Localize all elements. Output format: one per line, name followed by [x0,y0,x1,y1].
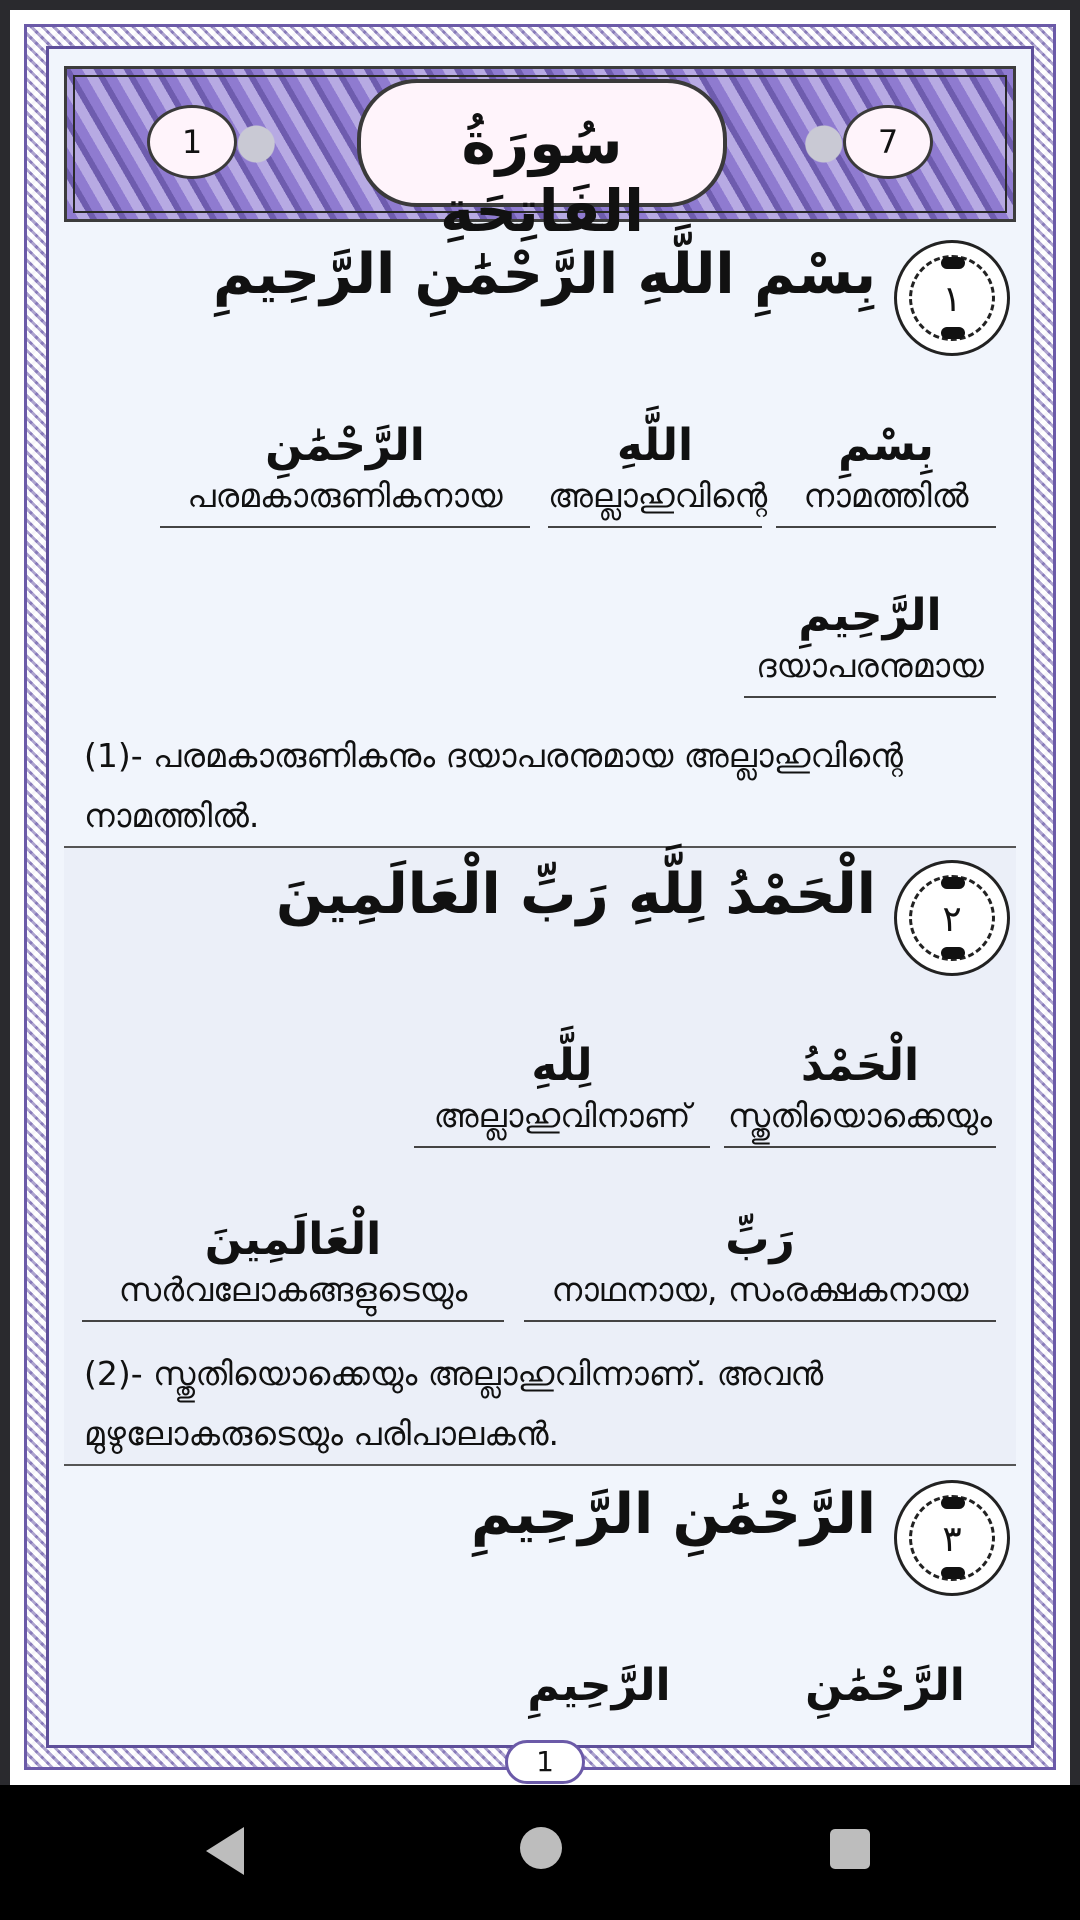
ayah-number-medal: ٣ [894,1480,1010,1596]
word-card[interactable]: الْحَمْدُ സ്തുതിയൊക്കെയും [724,1036,996,1148]
ayah-divider [64,1464,1016,1466]
word-card[interactable]: رَبِّ നാഥനായ, സംരക്ഷകനായ [524,1210,996,1322]
title-cartouche [357,79,727,245]
page-content[interactable] [64,66,1016,1731]
word-card[interactable]: الرَّحِيمِ ദയാപരനുമായ [744,586,996,698]
word-card[interactable]: اللَّهِ അല്ലാഹുവിന്റെ [548,416,762,528]
mushaf-page [10,10,1070,1785]
page-number-badge: 1 [505,1740,585,1784]
surah-title: سُورَةُ الفَاتِحَةِ [440,109,644,245]
ayah-arabic: بِسْمِ اللَّهِ الرَّحْمَٰنِ الرَّحِيمِ [212,242,876,307]
ayah-3-heading[interactable] [64,1470,1016,1610]
word-card[interactable]: لِلَّهِ അല്ലാഹുവിനാണ് [414,1036,710,1148]
android-nav-bar [0,1785,1080,1920]
home-circle-icon[interactable] [520,1827,562,1869]
ayah-arabic: الْحَمْدُ لِلَّهِ رَبِّ الْعَالَمِينَ [275,862,876,927]
ayah-translation: (1)- പരമകാരുണികനും ദയാപരനുമായ അല്ലാഹുവിന്റെ നാമത്തിൽ. [84,736,903,835]
ayah-2-heading[interactable] [64,850,1016,990]
ayah-number-medal: ٢ [894,860,1010,976]
word-card[interactable]: الْعَالَمِينَ സർവലോകങ്ങളുടെയും [82,1210,504,1322]
ayah-number-medal: ١ [894,240,1010,356]
word-card[interactable]: الرَّحْمَٰنِ പരമകാരുണികനായ [160,416,530,528]
word-card[interactable]: الرَّحِيمِ [527,1660,671,1711]
surah-number-badge: 1 [147,105,237,179]
word-card[interactable]: بِسْمِ നാമത്തിൽ [776,416,996,528]
ayah-1-heading[interactable] [64,230,1016,370]
ayah-translation: (2)- സ്തുതിയൊക്കെയും അല്ലാഹുവിന്നാണ്. അവൻ മുഴുലോകരുടെയും പരിപാലകൻ. [84,1354,824,1453]
word-card[interactable]: الرَّحْمَٰنِ [805,1660,965,1711]
ayah-arabic: الرَّحْمَٰنِ الرَّحِيمِ [470,1482,876,1547]
ayah-count-badge: 7 [843,105,933,179]
back-triangle-icon[interactable] [206,1827,244,1875]
surah-header [64,66,1016,245]
recents-square-icon[interactable] [830,1829,870,1869]
